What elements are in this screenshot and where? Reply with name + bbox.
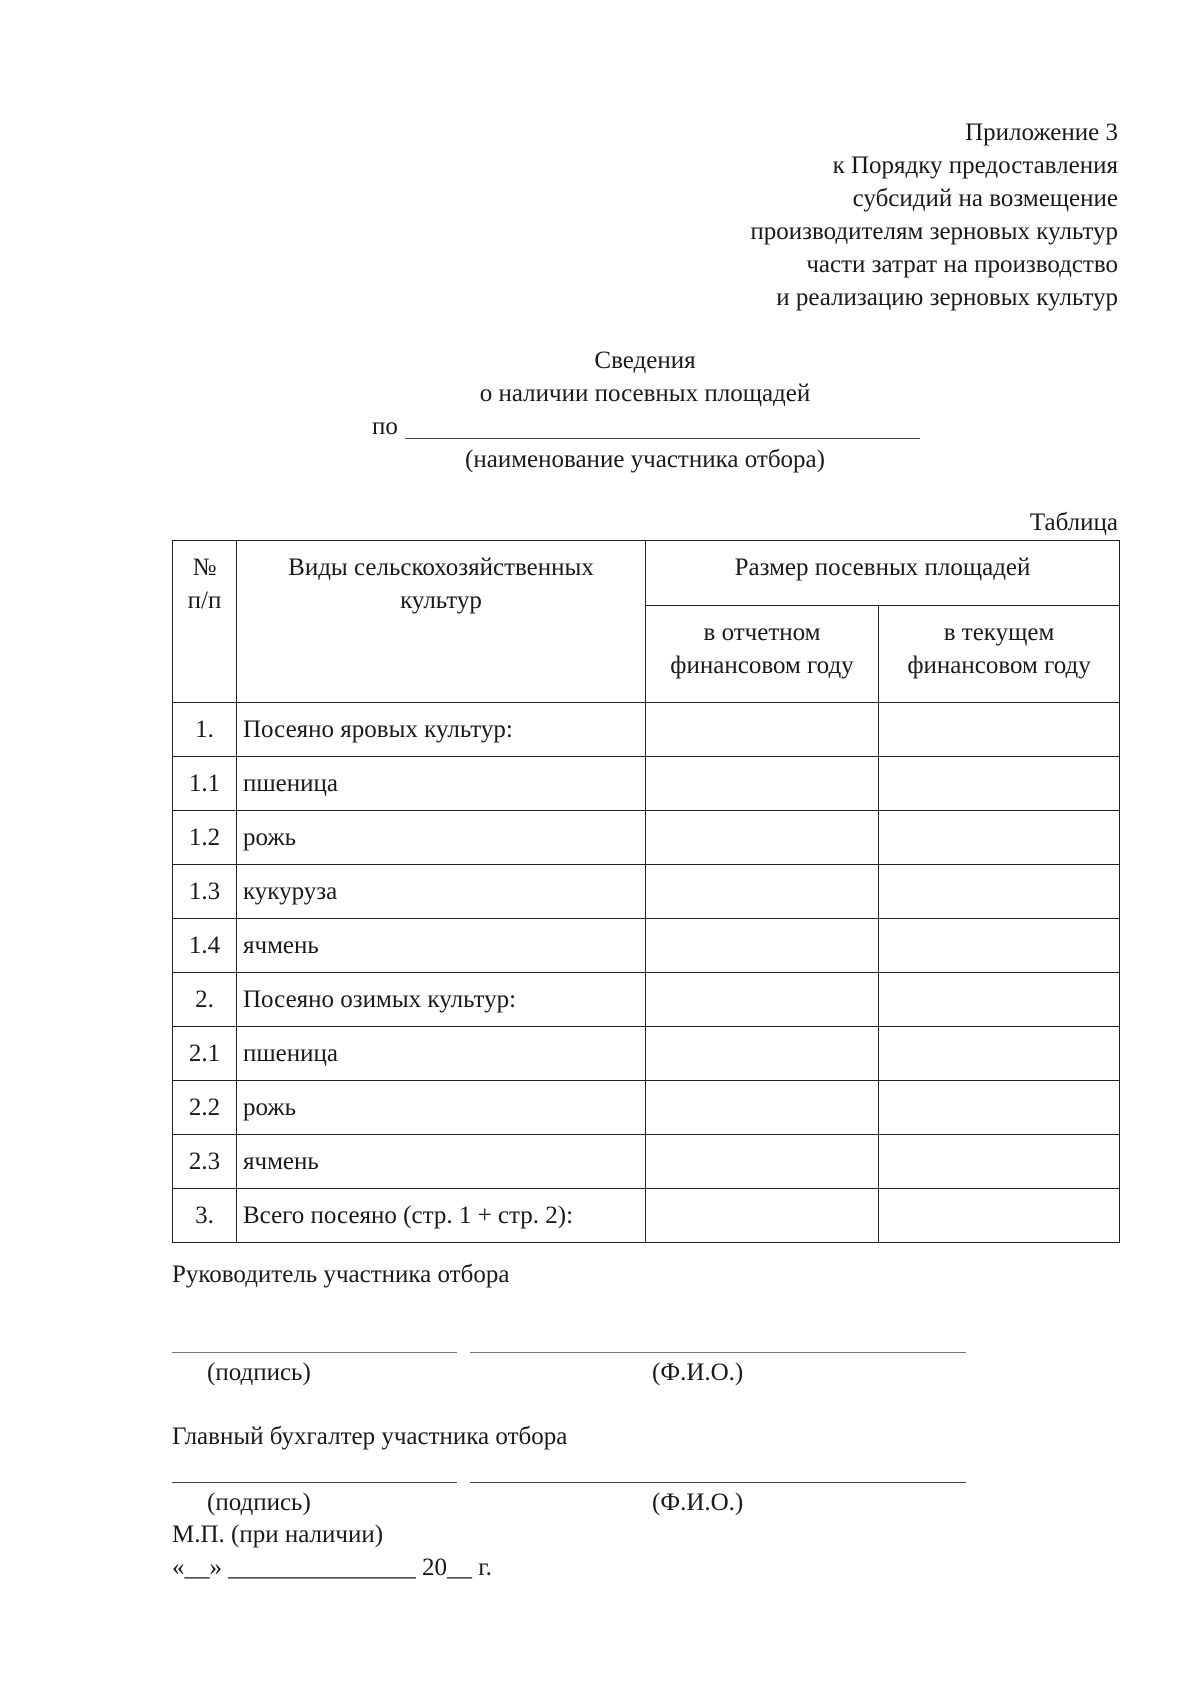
reporting-year-cell[interactable] — [646, 1189, 879, 1243]
title-line-1: Сведения — [594, 347, 696, 374]
appendix-line: производителям зерновых культур — [750, 218, 1118, 245]
appendix-heading — [518, 116, 1118, 314]
accountant-fio-field[interactable] — [470, 1456, 966, 1483]
row-name: кукуруза — [237, 865, 646, 919]
current-year-cell[interactable] — [879, 919, 1120, 973]
row-name: ячмень — [237, 1135, 646, 1189]
table-row — [173, 1189, 1120, 1243]
table-row — [173, 1135, 1120, 1189]
reporting-year-cell[interactable] — [646, 1135, 879, 1189]
header-num: № п/п — [173, 541, 237, 703]
row-name: ячмень — [237, 919, 646, 973]
crop-area-table — [172, 540, 1120, 1243]
row-num: 1.1 — [173, 757, 237, 811]
row-name: Всего посеяно (стр. 1 + стр. 2): — [237, 1189, 646, 1243]
current-year-cell[interactable] — [879, 1189, 1120, 1243]
head-signature-field[interactable] — [172, 1326, 457, 1353]
participant-caption: (наименование участника отбора) — [465, 446, 825, 473]
appendix-line: к Порядку предоставления — [832, 152, 1118, 179]
row-num: 1. — [173, 703, 237, 757]
row-name: Посеяно озимых культур: — [237, 973, 646, 1027]
row-num: 3. — [173, 1189, 237, 1243]
current-year-cell[interactable] — [879, 1081, 1120, 1135]
current-year-cell[interactable] — [879, 1135, 1120, 1189]
participant-name-field[interactable] — [405, 405, 920, 439]
current-year-cell[interactable] — [879, 865, 1120, 919]
table-row — [173, 973, 1120, 1027]
stamp-label: М.П. (при наличии) — [172, 1521, 384, 1548]
accountant-fio-caption: (Ф.И.О.) — [652, 1489, 744, 1516]
current-year-cell[interactable] — [879, 757, 1120, 811]
head-fio-caption: (Ф.И.О.) — [652, 1359, 744, 1386]
row-num: 1.3 — [173, 865, 237, 919]
table-row — [173, 703, 1120, 757]
current-year-cell[interactable] — [879, 703, 1120, 757]
table-row — [173, 1081, 1120, 1135]
row-name: Посеяно яровых культур: — [237, 703, 646, 757]
row-name: пшеница — [237, 757, 646, 811]
row-num: 2.2 — [173, 1081, 237, 1135]
current-year-cell[interactable] — [879, 811, 1120, 865]
row-num: 1.2 — [173, 811, 237, 865]
table-label: Таблица — [1029, 509, 1118, 536]
header-area: Размер посевных площадей — [646, 541, 1120, 606]
row-name: рожь — [237, 811, 646, 865]
reporting-year-cell[interactable] — [646, 1081, 879, 1135]
table-row — [173, 865, 1120, 919]
row-num: 2.3 — [173, 1135, 237, 1189]
reporting-year-cell[interactable] — [646, 919, 879, 973]
date-line: «__» _______________ 20__ г. — [172, 1554, 492, 1581]
reporting-year-cell[interactable] — [646, 865, 879, 919]
accountant-signature-caption: (подпись) — [207, 1489, 311, 1516]
table-row — [173, 1027, 1120, 1081]
header-crop: Виды сельскохозяйственных культур — [237, 541, 646, 703]
po-label: по — [372, 413, 398, 440]
table-row — [173, 811, 1120, 865]
reporting-year-cell[interactable] — [646, 757, 879, 811]
current-year-cell[interactable] — [879, 1027, 1120, 1081]
header-reporting-year: в отчетном финансовом году — [646, 606, 879, 703]
table-row — [173, 919, 1120, 973]
reporting-year-cell[interactable] — [646, 1027, 879, 1081]
current-year-cell[interactable] — [879, 973, 1120, 1027]
title-line-2: о наличии посевных площадей — [479, 380, 811, 407]
document-title — [295, 344, 995, 410]
appendix-line: и реализацию зерновых культур — [776, 284, 1118, 311]
accountant-signature-field[interactable] — [172, 1456, 457, 1483]
row-name: рожь — [237, 1081, 646, 1135]
head-title: Руководитель участника отбора — [172, 1261, 510, 1288]
reporting-year-cell[interactable] — [646, 811, 879, 865]
row-name: пшеница — [237, 1027, 646, 1081]
row-num: 1.4 — [173, 919, 237, 973]
appendix-line: субсидий на возмещение — [852, 185, 1118, 212]
accountant-title: Главный бухгалтер участника отбора — [172, 1423, 568, 1450]
reporting-year-cell[interactable] — [646, 973, 879, 1027]
header-current-year: в текущем финансовом году — [879, 606, 1120, 703]
appendix-line: части затрат на производство — [806, 251, 1118, 278]
row-num: 2. — [173, 973, 237, 1027]
head-fio-field[interactable] — [470, 1326, 966, 1353]
appendix-line: Приложение 3 — [965, 119, 1118, 146]
reporting-year-cell[interactable] — [646, 703, 879, 757]
table-row — [173, 757, 1120, 811]
row-num: 2.1 — [173, 1027, 237, 1081]
head-signature-caption: (подпись) — [207, 1359, 311, 1386]
